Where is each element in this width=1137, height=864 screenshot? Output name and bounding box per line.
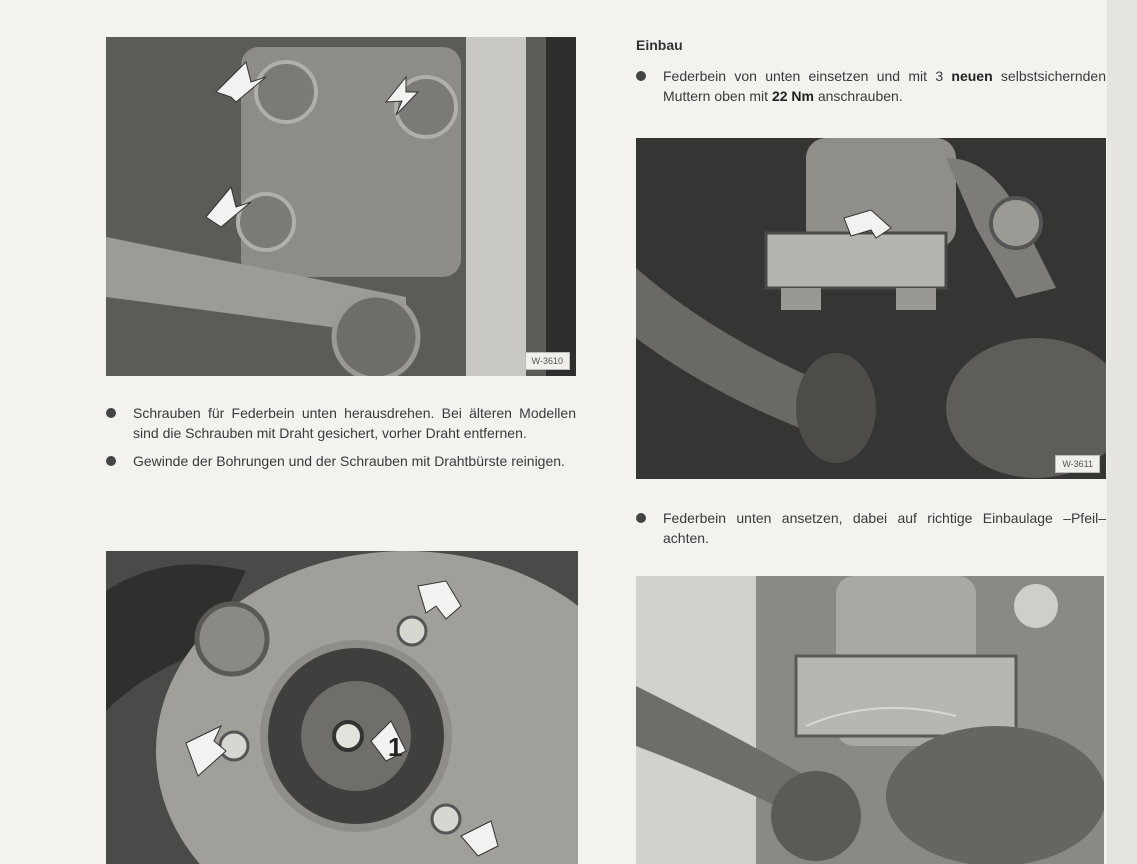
instruction-position-strut: Federbein unten ansetzen, dabei auf richtige Einbaulage –Pfeil– achten. xyxy=(636,508,1106,548)
photo-top-mount-illustration xyxy=(106,551,578,864)
instruction-insert-strut: Federbein von unten einsetzen und mit 3 neuen selbstsichernden Muttern oben mit 22 Nm anschrauben. xyxy=(636,66,1106,106)
photo-lower-mount-illustration xyxy=(636,576,1104,864)
photo-strut-lower-clamp xyxy=(636,138,1106,479)
section-heading: Einbau xyxy=(636,37,683,53)
photo-code-label: W-3611 xyxy=(1055,455,1100,473)
instruction-clean-threads: Gewinde der Bohrungen und der Schrauben mit Drahtbürste reinigen. xyxy=(106,451,576,471)
photo-strut-bolts-illustration xyxy=(106,37,576,376)
photo-strut-bolts xyxy=(106,37,576,376)
page-edge xyxy=(1107,0,1137,864)
instruction-remove-bolts: Schrauben für Federbein unten herausdrehen. Bei älteren Modellen sind die Schrauben mit Draht gesichert, vorher Draht entfernen. xyxy=(106,403,576,443)
photo-marker-number: 1 xyxy=(388,732,403,762)
right-instructions-top xyxy=(636,66,1106,114)
right-instructions-bottom xyxy=(636,508,1106,556)
left-instructions xyxy=(106,403,576,479)
photo-code-label: W-3610 xyxy=(525,352,570,370)
photo-lower-clamp-illustration xyxy=(636,138,1106,479)
photo-strut-top-mount xyxy=(106,551,578,864)
photo-strut-lower-mount xyxy=(636,576,1104,864)
